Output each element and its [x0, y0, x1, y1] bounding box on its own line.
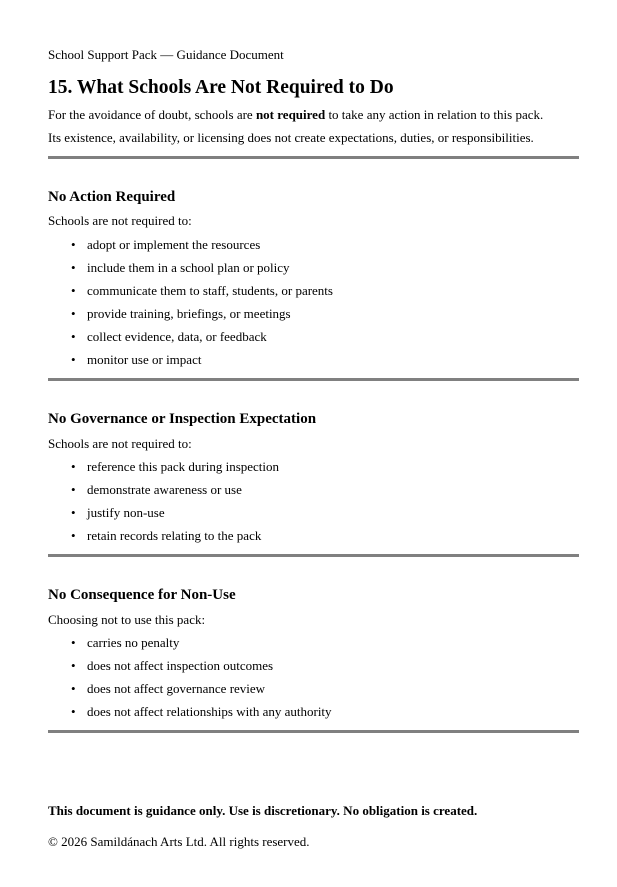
page-title: 15. What Schools Are Not Required to Do	[48, 77, 394, 98]
section-lead: Choosing not to use this pack:	[48, 612, 206, 627]
bullet: •	[71, 658, 76, 673]
bullet: •	[71, 459, 76, 474]
list-item	[48, 482, 279, 505]
intro-text: For the avoidance of doubt, schools are	[48, 107, 256, 122]
bullet: •	[71, 681, 76, 696]
intro-text-end: to take any action in relation to this pack.	[325, 107, 544, 122]
guidance-disclaimer: This document is guidance only. Use is discretionary. No obligation is created.	[48, 803, 478, 818]
list-item-text: provide training, briefings, or meetings	[87, 306, 291, 321]
list-item	[48, 704, 332, 727]
bullet: •	[71, 283, 76, 298]
divider	[48, 730, 579, 733]
list-item-text: demonstrate awareness or use	[87, 482, 242, 497]
list-item	[48, 528, 279, 551]
intro-line-1	[48, 107, 543, 123]
section-list	[48, 237, 333, 375]
divider	[48, 156, 579, 159]
list-item	[48, 352, 333, 375]
list-item-text: justify non-use	[87, 505, 165, 520]
bullet: •	[71, 704, 76, 719]
list-item	[48, 459, 279, 482]
bullet: •	[71, 306, 76, 321]
list-item	[48, 658, 332, 681]
list-item-text: collect evidence, data, or feedback	[87, 329, 267, 344]
list-item-text: retain records relating to the pack	[87, 528, 262, 543]
bullet: •	[71, 329, 76, 344]
list-item	[48, 681, 332, 704]
list-item	[48, 329, 333, 352]
divider	[48, 554, 579, 557]
list-item-text: adopt or implement the resources	[87, 237, 261, 252]
list-item-text: communicate them to staff, students, or parents	[87, 283, 333, 298]
list-item-text: reference this pack during inspection	[87, 459, 280, 474]
document-header: School Support Pack — Guidance Document	[48, 47, 284, 62]
bullet: •	[71, 352, 76, 367]
intro-line-2: Its existence, availability, or licensing does not create expectations, duties, or responsibilities.	[48, 130, 534, 145]
copyright-notice: © 2026 Samildánach Arts Ltd. All rights reserved.	[48, 834, 310, 849]
list-item	[48, 283, 333, 306]
list-item-text: monitor use or impact	[87, 352, 202, 367]
list-item-text: does not affect governance review	[87, 681, 266, 696]
bullet: •	[71, 505, 76, 520]
list-item	[48, 505, 279, 528]
bullet: •	[71, 482, 76, 497]
divider	[48, 378, 579, 381]
bullet: •	[71, 260, 76, 275]
list-item-text: does not affect inspection outcomes	[87, 658, 274, 673]
list-item	[48, 237, 333, 260]
section-list	[48, 459, 279, 551]
list-item-text: include them in a school plan or policy	[87, 260, 290, 275]
list-item	[48, 306, 333, 329]
section-heading-no-consequence: No Consequence for Non-Use	[48, 587, 236, 603]
section-list	[48, 635, 332, 727]
list-item	[48, 635, 332, 658]
intro-emphasis: not required	[255, 107, 326, 122]
section-lead: Schools are not required to:	[48, 436, 192, 451]
list-item-text: carries no penalty	[87, 635, 180, 650]
section-heading-no-action: No Action Required	[48, 189, 176, 205]
list-item	[48, 260, 333, 283]
section-heading-no-governance: No Governance or Inspection Expectation	[48, 411, 317, 427]
list-item-text: does not affect relationships with any authority	[87, 704, 332, 719]
bullet: •	[71, 635, 76, 650]
bullet: •	[71, 237, 76, 252]
bullet: •	[71, 528, 76, 543]
section-lead: Schools are not required to:	[48, 213, 192, 228]
